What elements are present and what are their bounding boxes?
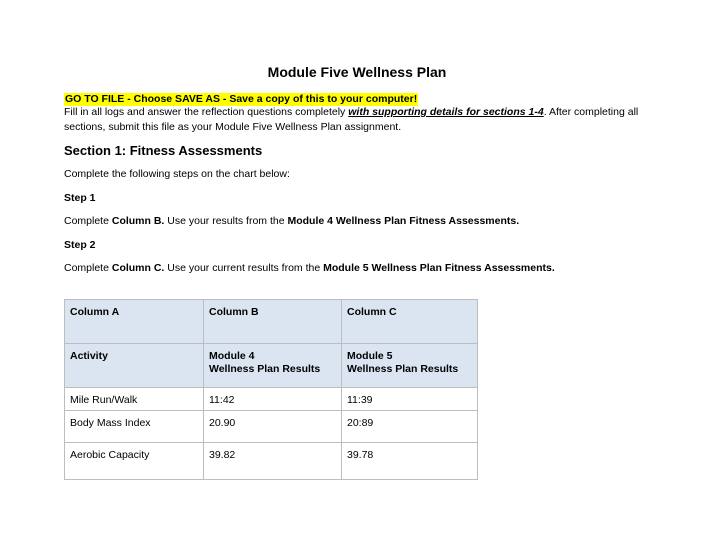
page-title: Module Five Wellness Plan	[267, 64, 447, 80]
table-cell[interactable]: 20.90	[204, 411, 342, 443]
step-2-text	[64, 262, 555, 275]
table-cell[interactable]: Mile Run/Walk	[65, 388, 204, 411]
table-cell[interactable]: 11:39	[342, 388, 478, 411]
save-instruction-highlight: GO TO FILE - Choose SAVE AS - Save a copy of this to your computer!	[65, 93, 418, 105]
step-1-column: Column B.	[111, 215, 165, 227]
table-header-row-columns	[65, 300, 478, 344]
step-2-middle: Use your current results from the	[164, 262, 324, 274]
step-2-heading	[64, 239, 96, 252]
cell-line: Module 4	[209, 350, 255, 362]
section-1-instruction: Complete the following steps on the chart below:	[64, 168, 290, 180]
table-cell[interactable]	[204, 344, 342, 388]
step-1-heading	[64, 192, 96, 205]
cell-line: Wellness Plan Results	[347, 363, 459, 375]
table-cell[interactable]: Column C	[342, 300, 478, 344]
intro-paragraph	[64, 105, 664, 135]
cell-line: Wellness Plan Results	[209, 363, 321, 375]
intro-emphasis: with supporting details for sections 1-4	[348, 106, 544, 118]
step-2-source: Module 5 Wellness Plan Fitness Assessments.	[323, 262, 555, 274]
table-row	[65, 411, 478, 443]
table-cell[interactable]: Aerobic Capacity	[65, 443, 204, 480]
table-cell[interactable]: Column B	[204, 300, 342, 344]
step-2-column: Column C.	[111, 262, 165, 274]
table-cell[interactable]: 39.78	[342, 443, 478, 480]
table-cell[interactable]: 39.82	[204, 443, 342, 480]
fitness-assessment-table	[64, 299, 478, 480]
table-cell[interactable]	[342, 344, 478, 388]
cell-line: Module 5	[347, 350, 393, 362]
table-row	[65, 388, 478, 411]
intro-text-after: . After completing all sections, submit this file as your Module Five Wellness Plan assignment.	[64, 106, 639, 133]
step-1-middle: Use your results from the	[164, 215, 288, 227]
table-cell[interactable]: Body Mass Index	[65, 411, 204, 443]
step-1-heading-text: Step 1	[64, 192, 96, 204]
intro-text-before: Fill in all logs and answer the reflection questions completely	[64, 106, 349, 118]
step-2-heading-text: Step 2	[64, 239, 96, 251]
section-1-title: Section 1: Fitness Assessments	[64, 143, 263, 158]
step-1-prefix: Complete	[64, 215, 112, 227]
step-1-source: Module 4 Wellness Plan Fitness Assessments.	[287, 215, 520, 227]
table-row	[65, 443, 478, 480]
step-2-prefix: Complete	[64, 262, 112, 274]
table-cell[interactable]: Column A	[65, 300, 204, 344]
table-cell[interactable]	[65, 344, 204, 388]
table-cell[interactable]: 11:42	[204, 388, 342, 411]
table-header-row-labels	[65, 344, 478, 388]
step-1-text	[64, 215, 519, 228]
cell-line: Activity	[70, 350, 108, 362]
table-cell[interactable]: 20:89	[342, 411, 478, 443]
